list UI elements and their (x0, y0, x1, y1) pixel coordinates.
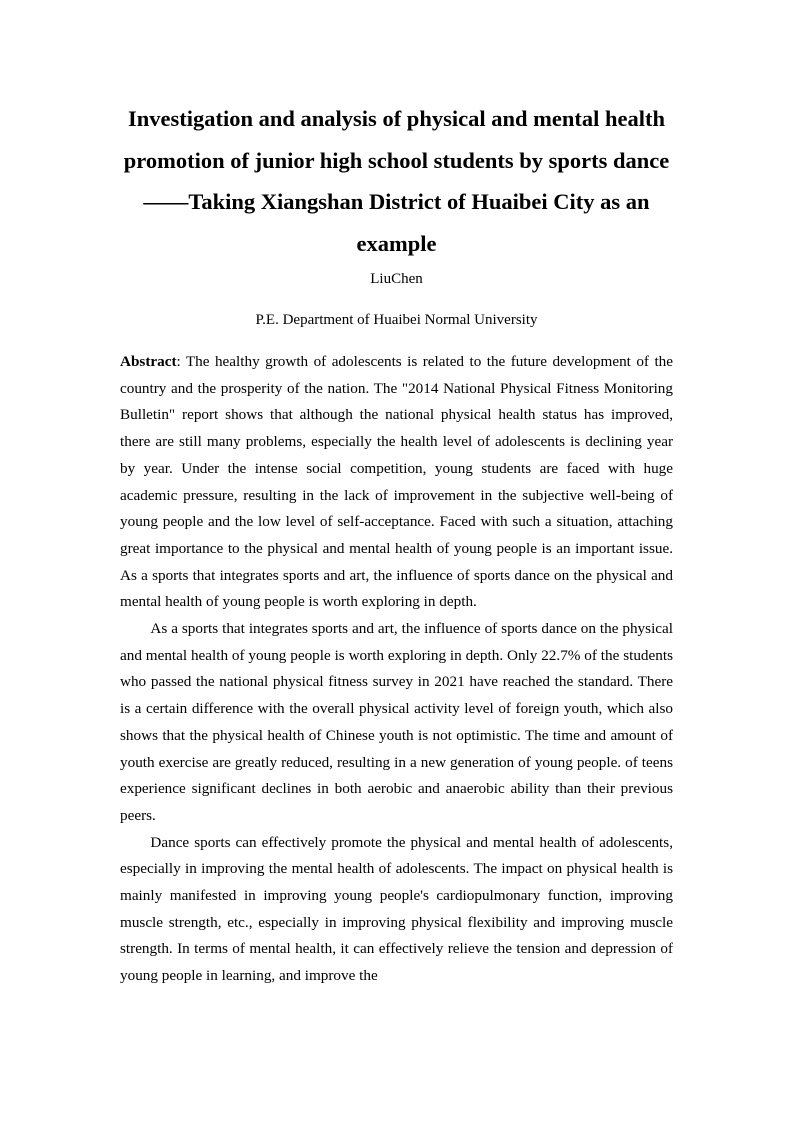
abstract-paragraph (120, 349, 673, 616)
abstract-label: Abstract (120, 353, 177, 370)
body-paragraph-1: As a sports that integrates sports and art, the influence of sports dance on the physical and mental health of young people is worth exploring in depth. Only 22.7% of the students who passed the national physical fitness survey in 2021 have reached the standard. There is a certain difference with the overall physical activity level of foreign youth, which also shows that the physical health of Chinese youth is not optimistic. The time and amount of youth exercise are greatly reduced, resulting in a new generation of young people. of teens experience significant declines in both aerobic and anaerobic ability than their previous peers. (120, 620, 673, 824)
author-affiliation: P.E. Department of Huaibei Normal University (255, 312, 538, 328)
author-name: LiuChen (370, 271, 423, 287)
paper-body (120, 349, 673, 990)
paper-title: Investigation and analysis of physical and mental health promotion of junior high school students by sports dance——Taking Xiangshan District of Huaibei City as an example (123, 106, 670, 256)
body-paragraph-2: Dance sports can effectively promote the physical and mental health of adolescents, especially in improving the mental health of adolescents. The impact on physical health is mainly manifested in improving young people's cardiopulmonary function, improving muscle strength, etc., especially in improving physical flexibility and improving muscle strength. In terms of mental health, it can effectively relieve the tension and depression of young people in learning, and improve the (120, 833, 673, 985)
abstract-text: : The healthy growth of adolescents is related to the future development of the country and the prosperity of the nation. The "2014 National Physical Fitness Monitoring Bulletin" report shows that although the national physical health status has improved, there are still many problems, especially the health level of adolescents is declining year by year. Under the intense social competition, young students are faced with huge academic pressure, resulting in the lack of improvement in the subjective well-being of young people and the low level of self-acceptance. Faced with such a situation, attaching great importance to the physical and mental health of young people is an important issue. As a sports that integrates sports and art, the influence of sports dance on the physical and mental health of young people is worth exploring in depth. (120, 353, 673, 611)
